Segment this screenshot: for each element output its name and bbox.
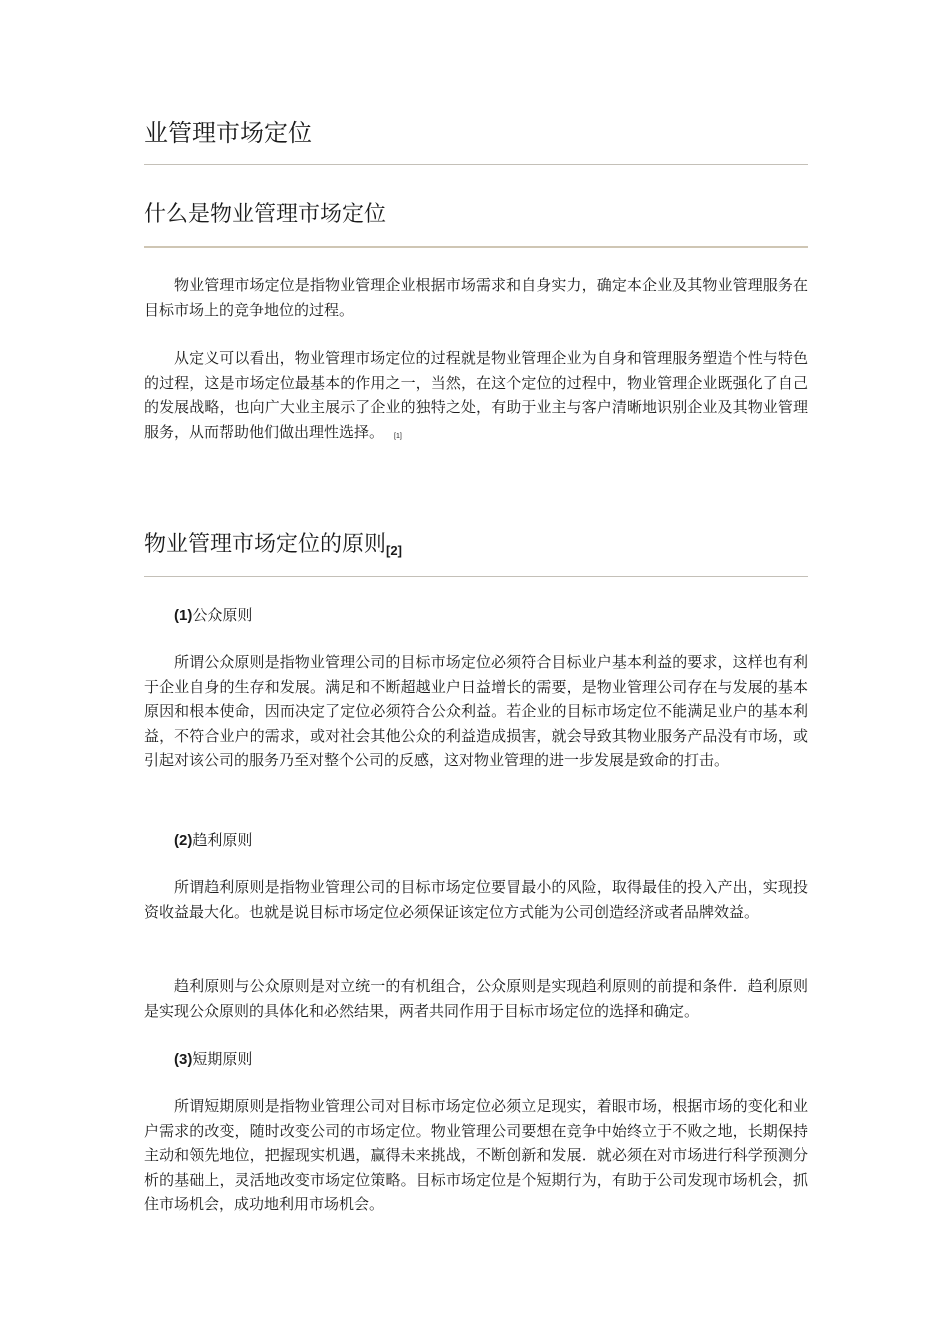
principles-heading-text: 物业管理市场定位的原则 [144, 532, 387, 557]
principle-2-paragraph: 所谓趋利原则是指物业管理公司的目标市场定位要冒最小的风险，取得最佳的投入产出，实现投资收益最大化。也就是说目标市场定位必须保证该定位方式能为公司创造经济或者品牌效益。 [144, 878, 808, 921]
principle-2-heading [174, 829, 252, 852]
section-heading-principles [144, 529, 808, 567]
section-divider [144, 246, 808, 248]
definition-paragraph: 物业管理市场定位是指物业管理企业根据市场需求和自身实力，确定本企业及其物业管理服务在目标市场上的竞争地位的过程。 [144, 276, 808, 319]
section-divider [144, 576, 808, 577]
principle-1-paragraph: 所谓公众原则是指物业管理公司的目标市场定位必须符合目标业户基本利益的要求，这样也有利于企业自身的生存和发展。满足和不断超越业户日益增长的需要，是物业管理公司存在与发展的基本原因和根本使命，因而决定了定位必须符合公众利益。若企业的目标市场定位不能满足业户的基本利益，不符合业户的需求，或对社会其他公众的利益造成损害，就会导致其物业服务产品没有市场，或引起对该公司的服务乃至对整个公司的反感，这对物业管理的进一步发展是致命的打击。 [144, 653, 808, 769]
principle-1-title: 公众原则 [192, 606, 253, 624]
principle-1-number: (1) [174, 607, 193, 624]
principle-3-heading [174, 1048, 252, 1071]
principle-3-paragraph: 所谓短期原则是指物业管理公司对目标市场定位必须立足现实，着眼市场，根据市场的变化和业户需求的改变，随时改变公司的市场定位。物业管理公司要想在竞争中始终立于不败之地，长期保持主动和领先地位，把握现实机遇，赢得未来挑战，不断创新和发展．就必须在对市场进行科学预测分析的基础上，灵活地改变市场定位策略。目标市场定位是个短期行为，有助于公司发现市场机会，抓住市场机会，成功地利用市场机会。 [144, 1097, 808, 1213]
reference-link-2[interactable]: [2] [386, 543, 402, 558]
principle-2-number: (2) [174, 832, 193, 849]
section-heading-what-is: 什么是物业管理市场定位 [144, 202, 387, 227]
title-divider [144, 164, 808, 165]
principle-1-heading [174, 604, 252, 627]
explanation-text: 从定义可以看出，物业管理市场定位的过程就是物业管理企业为自身和管理服务塑造个性与特色的过程，这是市场定位最基本的作用之一，当然，在这个定位的过程中，物业管理企业既强化了自己的发展战略，也向广大业主展示了企业的独特之处，有助于业主与客户清晰地识别企业及其物业管理服务，从而帮助他们做出理性选择。 [144, 349, 808, 441]
principle-3-number: (3) [174, 1051, 193, 1068]
principle-2-title: 趋利原则 [192, 831, 253, 849]
page-title: 业管理市场定位 [144, 119, 312, 147]
reference-link-1[interactable]: [1] [394, 432, 402, 440]
principle-2-relation-paragraph: 趋利原则与公众原则是对立统一的有机组合，公众原则是实现趋利原则的前提和条件．趋利原则是实现公众原则的具体化和必然结果，两者共同作用于目标市场定位的选择和确定。 [144, 977, 808, 1020]
explanation-paragraph [144, 346, 808, 449]
principle-3-title: 短期原则 [192, 1050, 253, 1068]
